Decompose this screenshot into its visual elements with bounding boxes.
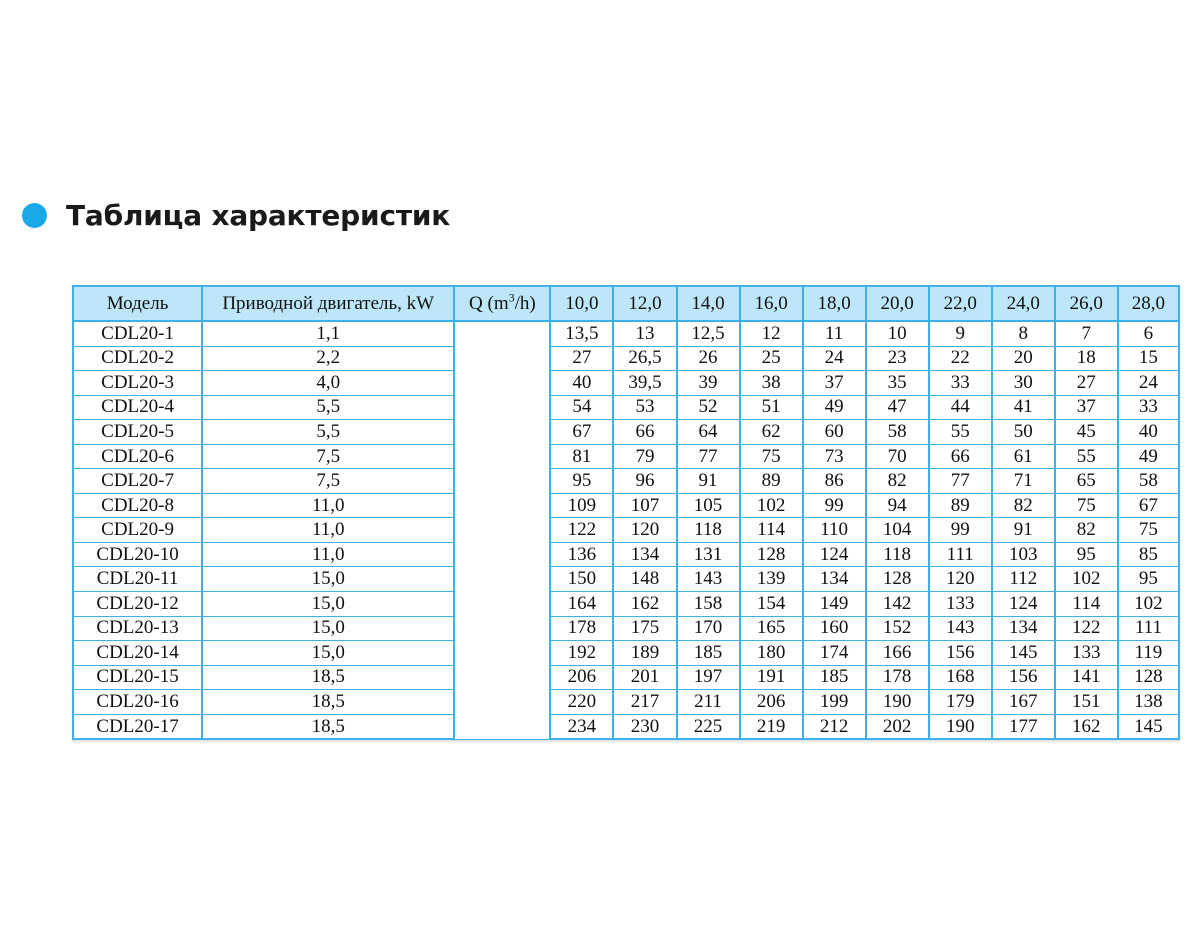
cell-head-value: 174 <box>803 641 866 666</box>
cell-model: CDL20-13 <box>73 616 202 641</box>
cell-head-value: 149 <box>803 592 866 617</box>
cell-head-value: 102 <box>1055 567 1118 592</box>
cell-head-value: 118 <box>866 542 929 567</box>
header-model: Модель <box>73 286 202 321</box>
cell-head-value: 37 <box>803 371 866 396</box>
cell-head-value: 104 <box>866 518 929 543</box>
cell-motor-power: 1,1 <box>202 321 454 346</box>
cell-head-value: 212 <box>803 714 866 739</box>
cell-head-value: 109 <box>550 493 613 518</box>
cell-head-value: 118 <box>677 518 740 543</box>
table-row <box>73 665 1179 690</box>
cell-head-value: 66 <box>613 420 676 445</box>
cell-head-value: 15 <box>1118 346 1179 371</box>
cell-head-value: 211 <box>677 690 740 715</box>
cell-head-value: 77 <box>677 444 740 469</box>
cell-head-value: 105 <box>677 493 740 518</box>
cell-head-value: 199 <box>803 690 866 715</box>
cell-model: CDL20-3 <box>73 371 202 396</box>
cell-head-value: 164 <box>550 592 613 617</box>
cell-head-value: 82 <box>866 469 929 494</box>
cell-head-value: 133 <box>1055 641 1118 666</box>
cell-head-value: 18 <box>1055 346 1118 371</box>
cell-head-value: 39 <box>677 371 740 396</box>
cell-head-value: 202 <box>866 714 929 739</box>
cell-head-value: 26 <box>677 346 740 371</box>
cell-head-value: 26,5 <box>613 346 676 371</box>
table-row <box>73 641 1179 666</box>
cell-head-value: 142 <box>866 592 929 617</box>
cell-model: CDL20-2 <box>73 346 202 371</box>
cell-head-value: 33 <box>1118 395 1179 420</box>
cell-head-value: 124 <box>803 542 866 567</box>
cell-head-value: 10 <box>866 321 929 346</box>
cell-motor-power: 18,5 <box>202 690 454 715</box>
cell-head-value: 206 <box>740 690 803 715</box>
table-row <box>73 371 1179 396</box>
header-flow-prefix: Q (m <box>469 292 509 314</box>
cell-head-value: 77 <box>929 469 992 494</box>
cell-head-value: 25 <box>740 346 803 371</box>
cell-head-value: 102 <box>740 493 803 518</box>
cell-head-value: 44 <box>929 395 992 420</box>
header-flow-value: 12,0 <box>613 286 676 321</box>
cell-head-value: 24 <box>803 346 866 371</box>
cell-head-value: 81 <box>550 444 613 469</box>
cell-head-value: 133 <box>929 592 992 617</box>
cell-head-value: 66 <box>929 444 992 469</box>
cell-head-value: 82 <box>1055 518 1118 543</box>
cell-head-value: 180 <box>740 641 803 666</box>
cell-head-value: 150 <box>550 567 613 592</box>
cell-head-value: 9 <box>929 321 992 346</box>
table-row <box>73 518 1179 543</box>
table-row <box>73 469 1179 494</box>
table-row <box>73 592 1179 617</box>
header-motor: Приводной двигатель, kW <box>202 286 454 321</box>
cell-head-value: 128 <box>1118 665 1179 690</box>
cell-head-value: 119 <box>1118 641 1179 666</box>
table-body <box>73 321 1179 739</box>
cell-head-value: 151 <box>1055 690 1118 715</box>
cell-head-value: 53 <box>613 395 676 420</box>
cell-head-value: 55 <box>929 420 992 445</box>
cell-model: CDL20-14 <box>73 641 202 666</box>
cell-head-value: 145 <box>992 641 1055 666</box>
cell-head-value: 107 <box>613 493 676 518</box>
cell-head-value: 143 <box>929 616 992 641</box>
cell-motor-power: 18,5 <box>202 665 454 690</box>
cell-head-value: 170 <box>677 616 740 641</box>
table-row <box>73 542 1179 567</box>
cell-head-value: 27 <box>1055 371 1118 396</box>
cell-flow-blank <box>454 321 550 739</box>
cell-head-value: 167 <box>992 690 1055 715</box>
cell-head-value: 54 <box>550 395 613 420</box>
cell-head-value: 40 <box>550 371 613 396</box>
cell-head-value: 89 <box>740 469 803 494</box>
cell-head-value: 143 <box>677 567 740 592</box>
cell-model: CDL20-12 <box>73 592 202 617</box>
cell-motor-power: 15,0 <box>202 641 454 666</box>
cell-head-value: 37 <box>1055 395 1118 420</box>
cell-head-value: 64 <box>677 420 740 445</box>
cell-head-value: 152 <box>866 616 929 641</box>
cell-head-value: 96 <box>613 469 676 494</box>
cell-model: CDL20-16 <box>73 690 202 715</box>
cell-head-value: 154 <box>740 592 803 617</box>
cell-head-value: 103 <box>992 542 1055 567</box>
cell-head-value: 111 <box>929 542 992 567</box>
cell-head-value: 47 <box>866 395 929 420</box>
cell-motor-power: 2,2 <box>202 346 454 371</box>
cell-head-value: 219 <box>740 714 803 739</box>
cell-head-value: 33 <box>929 371 992 396</box>
cell-model: CDL20-6 <box>73 444 202 469</box>
cell-head-value: 67 <box>1118 493 1179 518</box>
cell-head-value: 91 <box>992 518 1055 543</box>
cell-head-value: 112 <box>992 567 1055 592</box>
cell-head-value: 185 <box>803 665 866 690</box>
section-heading <box>22 195 450 235</box>
cell-head-value: 175 <box>613 616 676 641</box>
cell-head-value: 128 <box>740 542 803 567</box>
cell-head-value: 120 <box>929 567 992 592</box>
cell-head-value: 52 <box>677 395 740 420</box>
cell-head-value: 12 <box>740 321 803 346</box>
cell-head-value: 114 <box>1055 592 1118 617</box>
cell-head-value: 60 <box>803 420 866 445</box>
cell-model: CDL20-17 <box>73 714 202 739</box>
cell-head-value: 12,5 <box>677 321 740 346</box>
cell-head-value: 120 <box>613 518 676 543</box>
cell-head-value: 206 <box>550 665 613 690</box>
header-flow-suffix: /h) <box>514 292 536 314</box>
cell-head-value: 11 <box>803 321 866 346</box>
cell-head-value: 22 <box>929 346 992 371</box>
cell-head-value: 71 <box>992 469 1055 494</box>
cell-head-value: 134 <box>992 616 1055 641</box>
cell-head-value: 220 <box>550 690 613 715</box>
cell-head-value: 190 <box>866 690 929 715</box>
cell-model: CDL20-7 <box>73 469 202 494</box>
header-flow-superscript: 3 <box>508 290 515 305</box>
cell-head-value: 20 <box>992 346 1055 371</box>
cell-head-value: 102 <box>1118 592 1179 617</box>
table-row <box>73 567 1179 592</box>
cell-head-value: 192 <box>550 641 613 666</box>
cell-head-value: 49 <box>1118 444 1179 469</box>
header-flow-value: 24,0 <box>992 286 1055 321</box>
table-row <box>73 420 1179 445</box>
cell-head-value: 178 <box>550 616 613 641</box>
cell-head-value: 65 <box>1055 469 1118 494</box>
cell-head-value: 6 <box>1118 321 1179 346</box>
cell-head-value: 179 <box>929 690 992 715</box>
cell-head-value: 138 <box>1118 690 1179 715</box>
header-flow-value: 20,0 <box>866 286 929 321</box>
header-flow <box>454 286 550 321</box>
cell-head-value: 13,5 <box>550 321 613 346</box>
cell-head-value: 85 <box>1118 542 1179 567</box>
cell-model: CDL20-11 <box>73 567 202 592</box>
cell-head-value: 131 <box>677 542 740 567</box>
cell-model: CDL20-15 <box>73 665 202 690</box>
cell-head-value: 45 <box>1055 420 1118 445</box>
cell-head-value: 230 <box>613 714 676 739</box>
table-row <box>73 690 1179 715</box>
cell-motor-power: 4,0 <box>202 371 454 396</box>
cell-head-value: 30 <box>992 371 1055 396</box>
table-header-row <box>73 286 1179 321</box>
cell-head-value: 23 <box>866 346 929 371</box>
cell-head-value: 124 <box>992 592 1055 617</box>
cell-model: CDL20-5 <box>73 420 202 445</box>
cell-head-value: 75 <box>1055 493 1118 518</box>
cell-head-value: 58 <box>1118 469 1179 494</box>
characteristics-table <box>72 285 1180 740</box>
cell-head-value: 148 <box>613 567 676 592</box>
cell-head-value: 156 <box>929 641 992 666</box>
cell-head-value: 134 <box>613 542 676 567</box>
table-row <box>73 321 1179 346</box>
cell-head-value: 141 <box>1055 665 1118 690</box>
cell-motor-power: 15,0 <box>202 592 454 617</box>
cell-head-value: 49 <box>803 395 866 420</box>
cell-head-value: 177 <box>992 714 1055 739</box>
cell-motor-power: 15,0 <box>202 567 454 592</box>
cell-head-value: 99 <box>929 518 992 543</box>
cell-head-value: 110 <box>803 518 866 543</box>
cell-head-value: 166 <box>866 641 929 666</box>
cell-head-value: 40 <box>1118 420 1179 445</box>
cell-head-value: 95 <box>1118 567 1179 592</box>
cell-head-value: 114 <box>740 518 803 543</box>
cell-head-value: 160 <box>803 616 866 641</box>
cell-head-value: 111 <box>1118 616 1179 641</box>
cell-head-value: 24 <box>1118 371 1179 396</box>
cell-head-value: 75 <box>1118 518 1179 543</box>
cell-head-value: 145 <box>1118 714 1179 739</box>
table-row <box>73 714 1179 739</box>
cell-head-value: 128 <box>866 567 929 592</box>
header-flow-value: 16,0 <box>740 286 803 321</box>
cell-head-value: 73 <box>803 444 866 469</box>
cell-head-value: 122 <box>550 518 613 543</box>
cell-head-value: 95 <box>550 469 613 494</box>
cell-motor-power: 7,5 <box>202 469 454 494</box>
bullet-dot-icon <box>22 203 47 228</box>
cell-model: CDL20-4 <box>73 395 202 420</box>
cell-head-value: 158 <box>677 592 740 617</box>
cell-head-value: 165 <box>740 616 803 641</box>
header-flow-value: 26,0 <box>1055 286 1118 321</box>
cell-head-value: 58 <box>866 420 929 445</box>
cell-model: CDL20-9 <box>73 518 202 543</box>
cell-head-value: 41 <box>992 395 1055 420</box>
cell-head-value: 67 <box>550 420 613 445</box>
cell-head-value: 162 <box>613 592 676 617</box>
cell-head-value: 82 <box>992 493 1055 518</box>
cell-head-value: 178 <box>866 665 929 690</box>
cell-head-value: 7 <box>1055 321 1118 346</box>
table-row <box>73 346 1179 371</box>
cell-head-value: 136 <box>550 542 613 567</box>
cell-head-value: 162 <box>1055 714 1118 739</box>
cell-head-value: 99 <box>803 493 866 518</box>
cell-model: CDL20-1 <box>73 321 202 346</box>
cell-head-value: 225 <box>677 714 740 739</box>
table-row <box>73 395 1179 420</box>
cell-head-value: 75 <box>740 444 803 469</box>
cell-head-value: 189 <box>613 641 676 666</box>
cell-motor-power: 7,5 <box>202 444 454 469</box>
cell-head-value: 35 <box>866 371 929 396</box>
cell-head-value: 190 <box>929 714 992 739</box>
table-row <box>73 493 1179 518</box>
cell-head-value: 51 <box>740 395 803 420</box>
cell-head-value: 55 <box>1055 444 1118 469</box>
cell-head-value: 8 <box>992 321 1055 346</box>
cell-motor-power: 5,5 <box>202 420 454 445</box>
cell-head-value: 134 <box>803 567 866 592</box>
cell-head-value: 50 <box>992 420 1055 445</box>
cell-head-value: 122 <box>1055 616 1118 641</box>
cell-head-value: 191 <box>740 665 803 690</box>
cell-head-value: 91 <box>677 469 740 494</box>
cell-head-value: 201 <box>613 665 676 690</box>
cell-head-value: 86 <box>803 469 866 494</box>
header-flow-value: 14,0 <box>677 286 740 321</box>
cell-model: CDL20-8 <box>73 493 202 518</box>
cell-head-value: 79 <box>613 444 676 469</box>
cell-head-value: 70 <box>866 444 929 469</box>
cell-head-value: 61 <box>992 444 1055 469</box>
cell-motor-power: 11,0 <box>202 493 454 518</box>
cell-head-value: 156 <box>992 665 1055 690</box>
cell-motor-power: 11,0 <box>202 518 454 543</box>
cell-model: CDL20-10 <box>73 542 202 567</box>
header-flow-value: 10,0 <box>550 286 613 321</box>
cell-head-value: 185 <box>677 641 740 666</box>
header-flow-value: 22,0 <box>929 286 992 321</box>
cell-head-value: 95 <box>1055 542 1118 567</box>
cell-head-value: 197 <box>677 665 740 690</box>
cell-motor-power: 15,0 <box>202 616 454 641</box>
cell-head-value: 89 <box>929 493 992 518</box>
cell-motor-power: 18,5 <box>202 714 454 739</box>
header-flow-value: 28,0 <box>1118 286 1179 321</box>
cell-head-value: 217 <box>613 690 676 715</box>
table-row <box>73 616 1179 641</box>
cell-head-value: 39,5 <box>613 371 676 396</box>
cell-head-value: 168 <box>929 665 992 690</box>
cell-head-value: 27 <box>550 346 613 371</box>
cell-head-value: 38 <box>740 371 803 396</box>
header-flow-value: 18,0 <box>803 286 866 321</box>
cell-head-value: 13 <box>613 321 676 346</box>
cell-head-value: 62 <box>740 420 803 445</box>
cell-motor-power: 11,0 <box>202 542 454 567</box>
table-row <box>73 444 1179 469</box>
cell-motor-power: 5,5 <box>202 395 454 420</box>
page-title: Таблица характеристик <box>66 198 451 232</box>
cell-head-value: 94 <box>866 493 929 518</box>
cell-head-value: 139 <box>740 567 803 592</box>
cell-head-value: 234 <box>550 714 613 739</box>
